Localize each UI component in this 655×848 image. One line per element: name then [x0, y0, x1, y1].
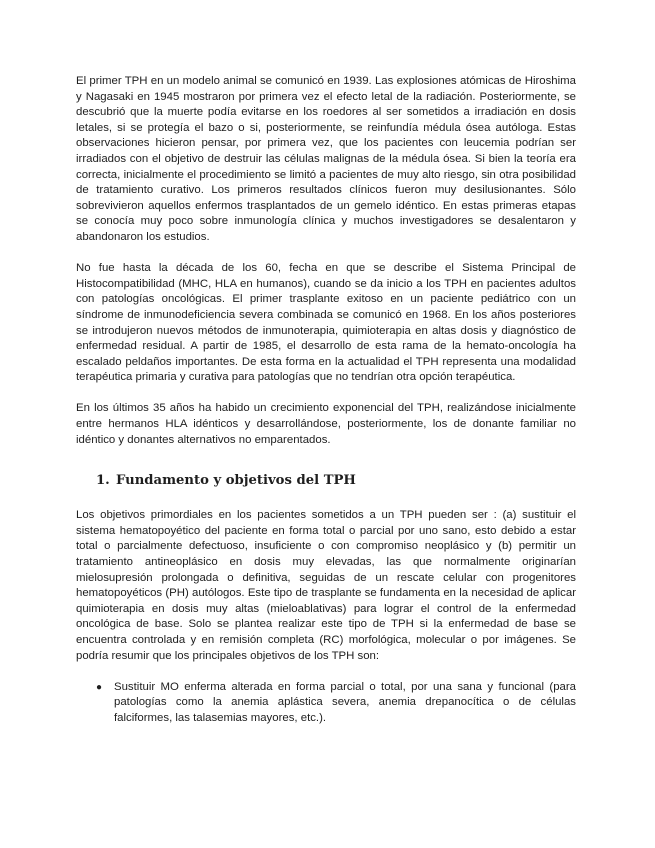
bullet-icon: ●	[96, 681, 103, 693]
intro-paragraph-3: En los últimos 35 años ha habido un crecimiento exponencial del TPH, realizándose inicialmente entre hermanos HLA idénticos y desarrollándose, posteriormente, los de donante familiar no idéntico y donantes alternativos no emparentados.	[76, 402, 576, 446]
section-heading	[96, 472, 576, 490]
intro-paragraph-1: El primer TPH en un modelo animal se comunicó en 1939. Las explosiones atómicas de Hiroshima y Nagasaki en 1945 mostraron por primera vez el efecto letal de la radiación. Posteriormente, se descubrió que la muerte podía evitarse en los roedores al ser sometidos a irradiación en dosis letales, si se protegía el bazo o si, posteriormente, se reinfundía médula ósea autóloga. Estas observaciones hicieron pensar, por primera vez, que los pacientes con leucemia podrían ser irradiados con el objetivo de destruir las células malignas de la médula ósea. Si bien la teoría era correcta, inicialmente el procedimiento se limitó a pacientes de muy alto riesgo, sin otra posibilidad de tratamiento curativo. Los primeros resultados clínicos fueron muy desilusionantes. Sólo sobrevivieron aquellos enfermos trasplantados de un gemelo idéntico. En estas primeras etapas se conocía muy poco sobre inmunología clínica y muchos investigadores se desalentaron y abandonaron los estudios.	[76, 75, 576, 243]
intro-paragraph-2: No fue hasta la década de los 60, fecha en que se describe el Sistema Principal de Histocompatibilidad (MHC, HLA en humanos), cuando se da inicio a los TPH en pacientes adultos con patologías oncológicas. El primer trasplante exitoso en un paciente pediátrico con un síndrome de inmunodeficiencia severa combinada se comunicó en 1968. En los años posteriores se introdujeron nuevos métodos de inmunoterapia, quimioterapia en altas dosis y diagnóstico de enfermedad residual. A partir de 1985, el desarrollo de esta rama de la hemato-oncología ha escalado peldaños importantes. De esta forma en la actualidad el TPH representa una modalidad terapéutica primaria y curativa para patologías que no tendrían otra opción terapéutica.	[76, 262, 576, 384]
list-item-text: Sustituir MO enferma alterada en forma parcial o total, por una sana y funcional (para patologías como la anemia aplástica severa, anemia drepanocítica o de células falciformes, las talasemias mayores, etc.).	[114, 680, 576, 724]
section-paragraph: Los objetivos primordiales en los pacientes sometidos a un TPH pueden ser : (a) sustituir el sistema hematopoyético del paciente en forma total o parcial por uno sano, esto debido a estar total o parcialmente defectuoso, insuficiente o con compromiso neoplásico y (b) permitir un tratamiento antineoplásico en dosis muy elevadas, las que normalmente originarían mielosupresión prolongada o definitiva, seguidas de un rescate celular con progenitores hematopoyéticos (PH) autólogos. Este tipo de trasplante se fundamenta en la necesidad de aplicar quimioterapia en dosis muy altas (mieloablativas) para lograr el control de la enfermedad oncológica de base. Solo se plantea realizar este tipo de TPH si la enfermedad de base se encuentra controlada y en remisión completa (RC) morfológica, molecular o por imágenes. Se podría resumir que los principales objetivos de los TPH son:	[76, 509, 576, 662]
section-number: 1.	[96, 473, 110, 489]
section-title: Fundamento y objetivos del TPH	[116, 473, 356, 489]
objectives-list	[76, 680, 576, 727]
list-item	[76, 680, 576, 727]
document-body	[76, 74, 576, 727]
